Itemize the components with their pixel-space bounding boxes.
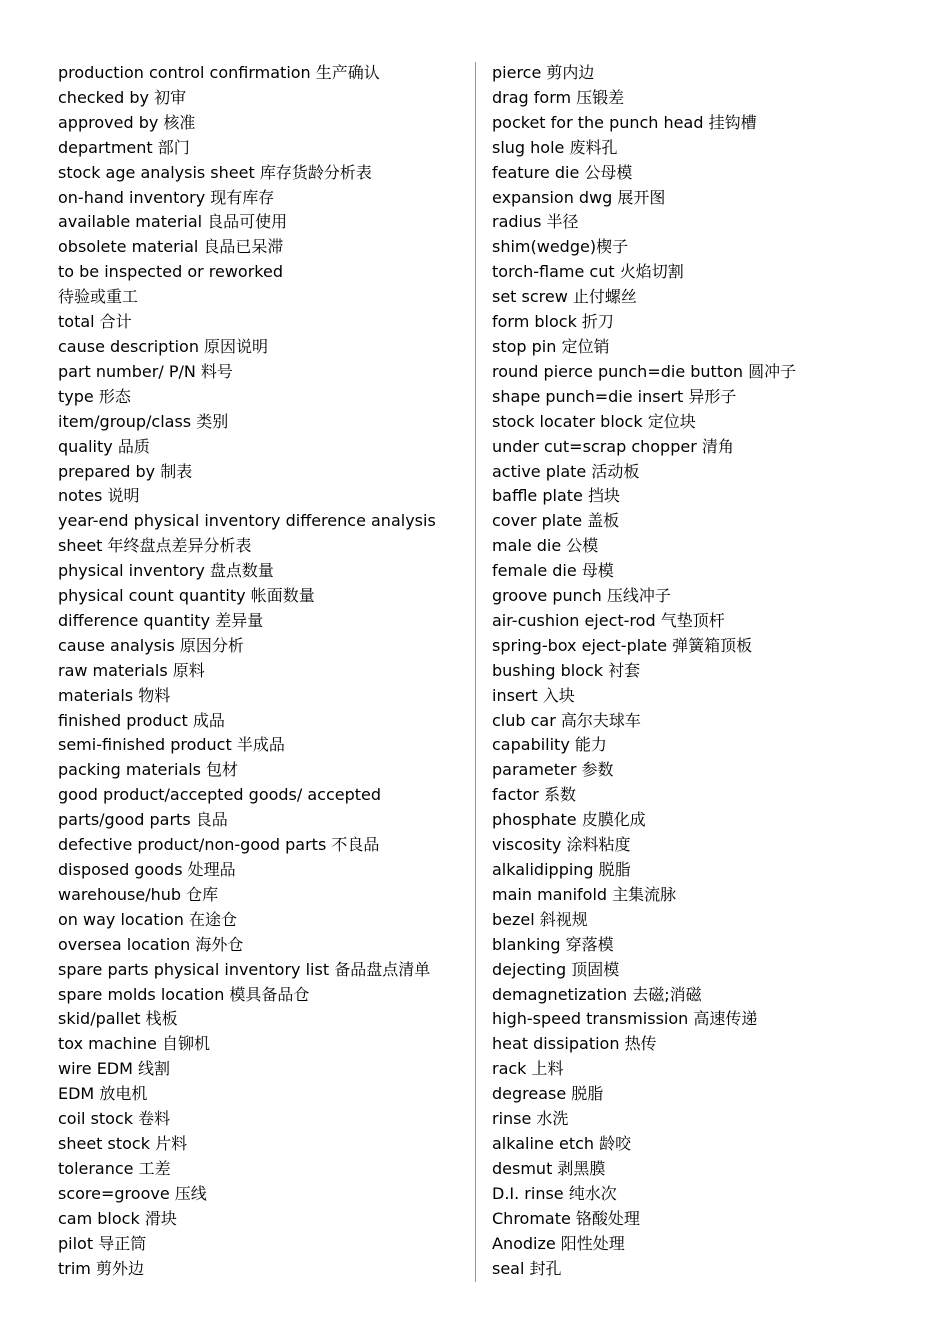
glossary-line: coil stock 卷料	[58, 1109, 171, 1129]
glossary-line: item/group/class 类别	[58, 411, 229, 431]
right-glossary-column	[492, 61, 932, 1281]
glossary-line: sheet stock 片料	[58, 1133, 188, 1153]
glossary-line: female die 母模	[492, 561, 614, 581]
glossary-line: available material 良品可使用	[58, 212, 288, 232]
glossary-line: department 部门	[58, 137, 190, 157]
glossary-line: year-end physical inventory difference analysis	[58, 511, 436, 531]
glossary-line: physical inventory 盘点数量	[58, 561, 274, 581]
glossary-line: tox machine 自铆机	[58, 1034, 210, 1054]
glossary-line: Anodize 阳性处理	[492, 1233, 625, 1253]
glossary-line: warehouse/hub 仓库	[58, 884, 219, 904]
glossary-line: insert 入块	[492, 685, 575, 705]
glossary-line: seal 封孔	[492, 1258, 562, 1278]
glossary-line: slug hole 废料孔	[492, 137, 618, 157]
glossary-line: materials 物料	[58, 685, 171, 705]
glossary-line: 待验或重工	[58, 287, 139, 307]
glossary-line: to be inspected or reworked	[58, 262, 283, 282]
glossary-line: drag form 压锻差	[492, 87, 625, 107]
left-glossary-column	[58, 61, 463, 1281]
glossary-line: total 合计	[58, 312, 132, 332]
glossary-line: air-cushion eject-rod 气垫顶杆	[492, 610, 725, 630]
glossary-line: spring-box eject-plate 弹簧箱顶板	[492, 635, 753, 655]
glossary-line: capability 能力	[492, 735, 607, 755]
glossary-line: physical count quantity 帐面数量	[58, 586, 315, 606]
glossary-line: oversea location 海外仓	[58, 934, 244, 954]
glossary-line: skid/pallet 栈板	[58, 1009, 178, 1029]
glossary-line: tolerance 工差	[58, 1158, 171, 1178]
glossary-line: alkaline etch 龄咬	[492, 1133, 632, 1153]
glossary-line: part number/ P/N 料号	[58, 361, 233, 381]
glossary-line: main manifold 主集流脉	[492, 884, 677, 904]
glossary-line: defective product/non-good parts 不良品	[58, 835, 380, 855]
glossary-line: set screw 止付螺丝	[492, 287, 637, 307]
glossary-line: notes 说明	[58, 486, 140, 506]
glossary-line: shim(wedge)楔子	[492, 237, 629, 257]
glossary-line: score=groove 压线	[58, 1183, 207, 1203]
glossary-line: dejecting 顶固模	[492, 959, 620, 979]
glossary-line: round pierce punch=die button 圆冲子	[492, 361, 797, 381]
glossary-line: torch-flame cut 火焰切割	[492, 262, 684, 282]
glossary-line: baffle plate 挡块	[492, 486, 620, 506]
glossary-line: good product/accepted goods/ accepted	[58, 785, 382, 805]
glossary-line: heat dissipation 热传	[492, 1034, 657, 1054]
glossary-line: cover plate 盖板	[492, 511, 620, 531]
glossary-line: under cut=scrap chopper 清角	[492, 436, 734, 456]
glossary-line: obsolete material 良品已呆滞	[58, 237, 284, 257]
glossary-line: raw materials 原料	[58, 660, 205, 680]
glossary-line: bushing block 衬套	[492, 660, 641, 680]
glossary-line: spare parts physical inventory list 备品盘点清单	[58, 959, 431, 979]
glossary-line: finished product 成品	[58, 710, 225, 730]
glossary-line: shape punch=die insert 异形子	[492, 386, 737, 406]
glossary-line: production control confirmation 生产确认	[58, 63, 380, 82]
glossary-line: club car 高尔夫球车	[492, 710, 641, 730]
glossary-line: form block 折刀	[492, 312, 614, 332]
glossary-line: stop pin 定位销	[492, 336, 610, 356]
glossary-line: factor 系数	[492, 785, 576, 805]
glossary-line: on-hand inventory 现有库存	[58, 187, 275, 207]
glossary-line: parts/good parts 良品	[58, 810, 228, 830]
glossary-line: stock age analysis sheet 库存货龄分析表	[58, 162, 372, 182]
glossary-line: spare molds location 模具备品仓	[58, 984, 310, 1004]
glossary-line: approved by 核准	[58, 112, 196, 132]
glossary-line: phosphate 皮膜化成	[492, 810, 646, 830]
glossary-line: cause analysis 原因分析	[58, 635, 244, 655]
glossary-line: active plate 活动板	[492, 461, 640, 481]
glossary-line: alkalidipping 脱脂	[492, 860, 631, 879]
column-divider	[475, 62, 476, 1282]
glossary-line: cam block 滑块	[58, 1208, 177, 1228]
glossary-line: expansion dwg 展开图	[492, 187, 666, 207]
glossary-line: bezel 斜视规	[492, 909, 588, 929]
glossary-line: on way location 在途仓	[58, 909, 238, 929]
glossary-line: rack 上料	[492, 1059, 564, 1079]
glossary-line: sheet 年终盘点差异分析表	[58, 536, 252, 556]
glossary-line: semi-finished product 半成品	[58, 735, 285, 755]
glossary-line: D.I. rinse 纯水次	[492, 1183, 617, 1203]
glossary-line: cause description 原因说明	[58, 336, 269, 356]
glossary-line: type 形态	[58, 386, 131, 406]
glossary-line: feature die 公母模	[492, 162, 633, 182]
glossary-line: EDM 放电机	[58, 1084, 148, 1104]
glossary-line: high-speed transmission 高速传递	[492, 1009, 758, 1029]
glossary-line: blanking 穿落模	[492, 934, 614, 954]
glossary-line: trim 剪外边	[58, 1258, 144, 1278]
glossary-line: rinse 水洗	[492, 1109, 569, 1129]
glossary-line: pocket for the punch head 挂钩槽	[492, 112, 757, 132]
glossary-line: demagnetization 去磁;消磁	[492, 984, 702, 1004]
glossary-line: disposed goods 处理品	[58, 860, 236, 879]
glossary-line: Chromate 铬酸处理	[492, 1208, 640, 1228]
glossary-line: desmut 剥黑膜	[492, 1158, 606, 1178]
glossary-line: pilot 导正筒	[58, 1233, 147, 1253]
glossary-line: degrease 脱脂	[492, 1084, 604, 1104]
glossary-line: prepared by 制表	[58, 461, 193, 481]
glossary-line: viscosity 涂料粘度	[492, 835, 631, 855]
glossary-line: packing materials 包材	[58, 760, 239, 780]
glossary-line: checked by 初审	[58, 87, 187, 107]
glossary-line: difference quantity 差异量	[58, 610, 264, 630]
glossary-line: groove punch 压线冲子	[492, 586, 671, 606]
glossary-line: parameter 参数	[492, 760, 614, 780]
glossary-line: male die 公模	[492, 536, 599, 556]
glossary-line: pierce 剪内边	[492, 63, 595, 82]
glossary-line: quality 品质	[58, 436, 150, 456]
glossary-line: stock locater block 定位块	[492, 411, 696, 431]
glossary-line: wire EDM 线割	[58, 1059, 171, 1079]
glossary-line: radius 半径	[492, 212, 579, 232]
